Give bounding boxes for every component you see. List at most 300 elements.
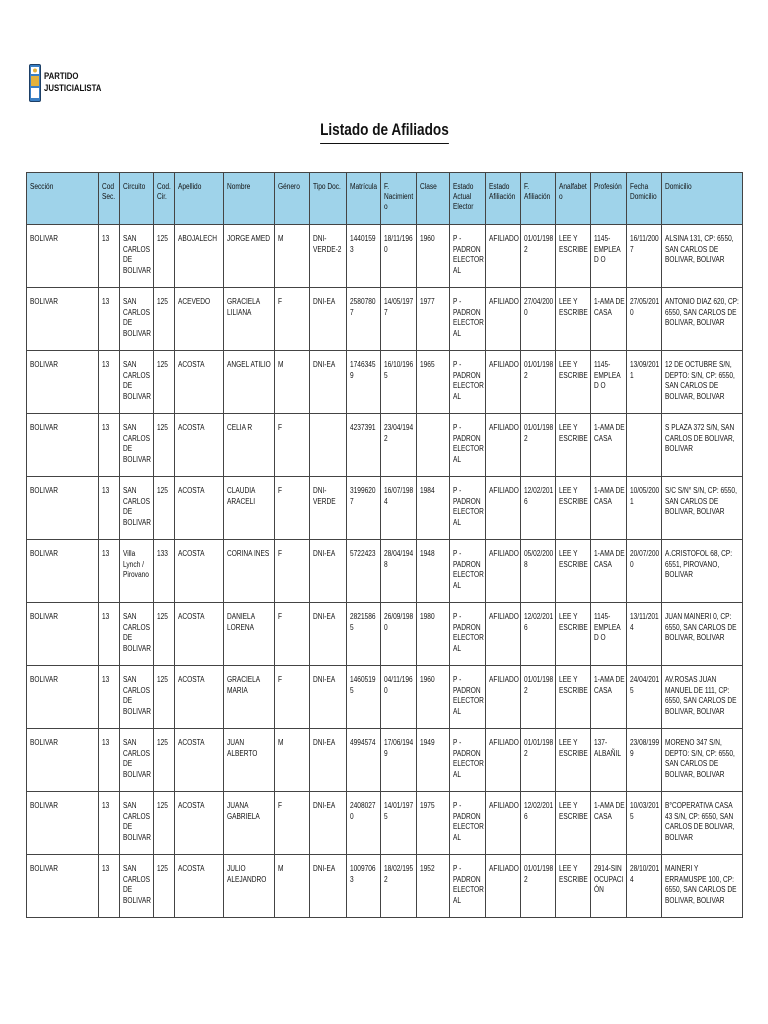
cell-value: 4237391 xyxy=(350,423,376,432)
cell-value: 1145-EMPLEAD O xyxy=(594,234,621,264)
table-cell xyxy=(627,792,662,855)
cell-value: 125 xyxy=(157,864,168,873)
table-cell xyxy=(591,288,627,351)
cell-value: 125 xyxy=(157,360,168,369)
cell-value: BOLIVAR xyxy=(30,549,58,558)
table-cell xyxy=(175,351,224,414)
table-cell xyxy=(275,477,310,540)
table-cell xyxy=(591,414,627,477)
table-cell xyxy=(450,792,486,855)
table-cell xyxy=(486,414,521,477)
table-cell xyxy=(381,540,417,603)
cell-value: SAN CARLOS DE BOLIVAR xyxy=(123,801,151,842)
table-cell xyxy=(224,666,275,729)
table-cell xyxy=(662,225,743,288)
column-header xyxy=(591,173,627,225)
table-cell xyxy=(521,477,556,540)
cell-value: LEE Y ESCRIBE xyxy=(559,549,588,569)
cell-value: GRACIELA LILIANA xyxy=(227,297,260,317)
table-cell xyxy=(175,603,224,666)
table-cell xyxy=(347,666,381,729)
cell-value: 1948 xyxy=(420,549,435,558)
cell-value: M xyxy=(278,360,284,369)
party-name-line1: PARTIDO xyxy=(44,71,79,82)
page-title-wrapper xyxy=(0,120,768,144)
table-cell xyxy=(521,351,556,414)
table-cell xyxy=(627,666,662,729)
table-cell xyxy=(27,540,99,603)
cell-value: ACOSTA xyxy=(178,423,205,432)
table-cell xyxy=(486,729,521,792)
table-row xyxy=(27,288,743,351)
table-cell xyxy=(627,540,662,603)
table-cell xyxy=(556,225,591,288)
table-cell xyxy=(99,477,120,540)
column-header-label: Profesión xyxy=(594,182,622,191)
table-cell xyxy=(486,225,521,288)
column-header xyxy=(521,173,556,225)
cell-value: 1952 xyxy=(420,864,435,873)
table-cell xyxy=(381,477,417,540)
table-cell xyxy=(662,855,743,918)
table-cell xyxy=(310,603,347,666)
table-cell xyxy=(662,351,743,414)
table-cell xyxy=(154,729,175,792)
table-cell xyxy=(27,288,99,351)
column-header xyxy=(627,173,662,225)
cell-value: 13 xyxy=(102,738,110,747)
cell-value: SAN CARLOS DE BOLIVAR xyxy=(123,486,151,527)
cell-value: 01/01/1982 xyxy=(524,234,554,254)
table-cell xyxy=(310,288,347,351)
column-header xyxy=(175,173,224,225)
table-cell xyxy=(175,225,224,288)
party-shield-icon xyxy=(29,64,41,102)
cell-value: 28/04/1948 xyxy=(384,549,414,569)
table-cell xyxy=(486,792,521,855)
table-cell xyxy=(381,729,417,792)
column-header xyxy=(662,173,743,225)
column-header-label: F. Afiliación xyxy=(524,182,551,201)
cell-value: 1949 xyxy=(420,738,435,747)
cell-value: BOLIVAR xyxy=(30,738,58,747)
table-cell xyxy=(99,351,120,414)
cell-value: DNI-EA xyxy=(313,549,336,558)
cell-value: AFILIADO xyxy=(489,297,519,306)
cell-value: 133 xyxy=(157,549,168,558)
table-cell xyxy=(99,855,120,918)
table-cell xyxy=(99,288,120,351)
cell-value: 26/09/1980 xyxy=(384,612,414,632)
table-cell xyxy=(627,288,662,351)
table-cell xyxy=(556,729,591,792)
table-cell xyxy=(662,288,743,351)
table-cell xyxy=(120,351,154,414)
cell-value: DNI-EA xyxy=(313,612,336,621)
cell-value: DNI-VERDE-2 xyxy=(313,234,342,254)
table-cell xyxy=(175,477,224,540)
cell-value: JUAN MAINERI 0, CP: 6550, SAN CARLOS DE BOLIVAR, BOLIVAR xyxy=(665,612,737,642)
table-cell xyxy=(27,477,99,540)
table-cell xyxy=(154,414,175,477)
cell-value: 24/04/2015 xyxy=(630,675,660,695)
cell-value: 13 xyxy=(102,297,110,306)
cell-value: ACOSTA xyxy=(178,738,205,747)
column-header xyxy=(450,173,486,225)
table-cell xyxy=(120,666,154,729)
cell-value: 24080270 xyxy=(350,801,376,821)
cell-value: 12 DE OCTUBRE S/N, DEPTO: S/N, CP: 6550, SAN CARLOS DE BOLIVAR, BOLIVAR xyxy=(665,360,735,401)
table-cell xyxy=(27,666,99,729)
table-cell xyxy=(591,351,627,414)
table-cell xyxy=(27,792,99,855)
cell-value: 04/11/1960 xyxy=(384,675,413,695)
cell-value: ANGEL ATILIO xyxy=(227,360,271,369)
table-cell xyxy=(486,855,521,918)
table-cell xyxy=(662,729,743,792)
cell-value: F xyxy=(278,297,283,306)
cell-value: 5722423 xyxy=(350,549,376,558)
cell-value: M xyxy=(278,864,284,873)
party-logo xyxy=(29,64,114,102)
table-cell xyxy=(381,855,417,918)
table-cell xyxy=(591,855,627,918)
cell-value: 13 xyxy=(102,549,110,558)
column-header xyxy=(27,173,99,225)
table-body xyxy=(27,225,743,918)
cell-value: DNI-EA xyxy=(313,360,336,369)
cell-value: F xyxy=(278,549,283,558)
cell-value: 13 xyxy=(102,612,110,621)
table-cell xyxy=(224,414,275,477)
table-cell xyxy=(521,603,556,666)
cell-value: 1980 xyxy=(420,612,435,621)
cell-value: DNI-EA xyxy=(313,864,336,873)
cell-value: LEE Y ESCRIBE xyxy=(559,738,588,758)
table-cell xyxy=(347,225,381,288)
cell-value: SAN CARLOS DE BOLIVAR xyxy=(123,612,151,653)
cell-value: 1984 xyxy=(420,486,435,495)
table-row xyxy=(27,351,743,414)
cell-value: 125 xyxy=(157,486,168,495)
column-header xyxy=(310,173,347,225)
table-cell xyxy=(154,855,175,918)
table-cell xyxy=(662,603,743,666)
table-cell xyxy=(450,351,486,414)
table-cell xyxy=(175,792,224,855)
table-cell xyxy=(275,351,310,414)
cell-value: 05/02/2008 xyxy=(524,549,554,569)
table-cell xyxy=(275,603,310,666)
table-row xyxy=(27,792,743,855)
column-header-label: Clase xyxy=(420,182,437,191)
table-cell xyxy=(120,540,154,603)
table-cell xyxy=(556,666,591,729)
table-cell xyxy=(347,603,381,666)
table-row xyxy=(27,477,743,540)
column-header-label: Domicilio xyxy=(665,182,692,191)
cell-value: 01/01/1982 xyxy=(524,738,554,758)
cell-value: SAN CARLOS DE BOLIVAR xyxy=(123,864,151,905)
table-cell xyxy=(27,414,99,477)
cell-value: 10097063 xyxy=(350,864,376,884)
table-cell xyxy=(521,288,556,351)
table-cell xyxy=(120,225,154,288)
table-cell xyxy=(224,288,275,351)
table-cell xyxy=(99,225,120,288)
cell-value: 25807807 xyxy=(350,297,376,317)
cell-value: 27/05/2010 xyxy=(630,297,660,317)
cell-value: P - PADRON ELECTOR AL xyxy=(453,360,484,401)
cell-value: 01/01/1982 xyxy=(524,423,554,443)
table-cell xyxy=(154,288,175,351)
cell-value: 27/04/2000 xyxy=(524,297,554,317)
table-cell xyxy=(417,603,450,666)
cell-value: 14/05/1977 xyxy=(384,297,414,317)
table-cell xyxy=(417,477,450,540)
table-cell xyxy=(347,540,381,603)
table-cell xyxy=(120,792,154,855)
cell-value: 1-AMA DE CASA xyxy=(594,675,625,695)
table-cell xyxy=(310,792,347,855)
table-cell xyxy=(591,792,627,855)
cell-value: P - PADRON ELECTOR AL xyxy=(453,423,484,464)
table-cell xyxy=(486,666,521,729)
cell-value: 125 xyxy=(157,297,168,306)
cell-value: AFILIADO xyxy=(489,675,519,684)
table-cell xyxy=(154,603,175,666)
cell-value: ACOSTA xyxy=(178,864,205,873)
cell-value: JULIO ALEJANDRO xyxy=(227,864,267,884)
cell-value: 137-ALBAÑIL xyxy=(594,738,621,758)
table-cell xyxy=(175,666,224,729)
table-cell xyxy=(175,855,224,918)
table-cell xyxy=(120,603,154,666)
table-row xyxy=(27,225,743,288)
cell-value: 1965 xyxy=(420,360,435,369)
table-cell xyxy=(591,666,627,729)
table-cell xyxy=(175,729,224,792)
cell-value: AV.ROSAS JUAN MANUEL DE 111, CP: 6550, SAN CARLOS DE BOLIVAR, BOLIVAR xyxy=(665,675,737,716)
cell-value: JUANA GABRIELA xyxy=(227,801,260,821)
cell-value: AFILIADO xyxy=(489,738,519,747)
table-cell xyxy=(591,225,627,288)
cell-value: SAN CARLOS DE BOLIVAR xyxy=(123,738,151,779)
table-cell xyxy=(627,351,662,414)
table-cell xyxy=(347,855,381,918)
table-cell xyxy=(120,477,154,540)
cell-value: P - PADRON ELECTOR AL xyxy=(453,549,484,590)
cell-value: DNI-EA xyxy=(313,675,336,684)
column-header-label: Analfabeto xyxy=(559,182,587,201)
table-cell xyxy=(27,225,99,288)
cell-value: CELIA R xyxy=(227,423,253,432)
table-cell xyxy=(627,225,662,288)
table-cell xyxy=(662,666,743,729)
cell-value: AFILIADO xyxy=(489,423,519,432)
cell-value: SAN CARLOS DE BOLIVAR xyxy=(123,297,151,338)
table-cell xyxy=(417,414,450,477)
table-cell xyxy=(521,729,556,792)
table-cell xyxy=(521,540,556,603)
table-cell xyxy=(224,855,275,918)
cell-value: BOLIVAR xyxy=(30,612,58,621)
column-header xyxy=(275,173,310,225)
column-header-label: Estado Actual Elector xyxy=(453,182,474,211)
cell-value: AFILIADO xyxy=(489,801,519,810)
cell-value: 10/03/2015 xyxy=(630,801,660,821)
cell-value: AFILIADO xyxy=(489,864,519,873)
table-cell xyxy=(486,477,521,540)
cell-value: 01/01/1982 xyxy=(524,864,554,884)
cell-value: 1-AMA DE CASA xyxy=(594,549,625,569)
table-cell xyxy=(175,414,224,477)
cell-value: LEE Y ESCRIBE xyxy=(559,675,588,695)
table-header xyxy=(27,173,743,225)
table-cell xyxy=(27,855,99,918)
table-cell xyxy=(450,666,486,729)
cell-value: 01/01/1982 xyxy=(524,360,554,380)
column-header-label: Apellido xyxy=(178,182,202,191)
cell-value: SAN CARLOS DE BOLIVAR xyxy=(123,234,151,275)
cell-value: LEE Y ESCRIBE xyxy=(559,864,588,884)
cell-value: CORINA INES xyxy=(227,549,270,558)
table-cell xyxy=(662,792,743,855)
table-cell xyxy=(310,855,347,918)
table-cell xyxy=(417,540,450,603)
table-cell xyxy=(224,351,275,414)
cell-value: P - PADRON ELECTOR AL xyxy=(453,297,484,338)
cell-value: 1-AMA DE CASA xyxy=(594,297,625,317)
table-cell xyxy=(347,792,381,855)
column-header xyxy=(417,173,450,225)
cell-value: BOLIVAR xyxy=(30,423,58,432)
table-cell xyxy=(556,603,591,666)
table-cell xyxy=(310,351,347,414)
table-cell xyxy=(662,540,743,603)
table-cell xyxy=(591,477,627,540)
cell-value: 17463459 xyxy=(350,360,376,380)
cell-value: M xyxy=(278,234,284,243)
cell-value: 16/11/2007 xyxy=(630,234,659,254)
table-row xyxy=(27,729,743,792)
cell-value: JORGE AMED xyxy=(227,234,271,243)
column-header xyxy=(381,173,417,225)
cell-value: 2914-SIN OCUPACI ÓN xyxy=(594,864,624,894)
cell-value: 1-AMA DE CASA xyxy=(594,801,625,821)
column-header-label: Circuito xyxy=(123,182,146,191)
cell-value: BOLIVAR xyxy=(30,234,58,243)
table-cell xyxy=(450,855,486,918)
cell-value: 125 xyxy=(157,801,168,810)
cell-value: GRACIELA MARIA xyxy=(227,675,260,695)
table-cell xyxy=(627,603,662,666)
table-cell xyxy=(224,477,275,540)
cell-value: ANTONIO DIAZ 620, CP: 6550, SAN CARLOS DE BOLIVAR, BOLIVAR xyxy=(665,297,739,327)
cell-value: 1-AMA DE CASA xyxy=(594,486,625,506)
cell-value: F xyxy=(278,612,283,621)
table-row xyxy=(27,855,743,918)
table-cell xyxy=(450,414,486,477)
cell-value: 16/07/1984 xyxy=(384,486,414,506)
table-cell xyxy=(556,288,591,351)
cell-value: DANIELA LORENA xyxy=(227,612,255,632)
table-cell xyxy=(381,351,417,414)
cell-value: BOLIVAR xyxy=(30,864,58,873)
cell-value: 01/01/1982 xyxy=(524,675,554,695)
cell-value: MORENO 347 S/N, DEPTO: S/N, CP: 6550, SAN CARLOS DE BOLIVAR, BOLIVAR xyxy=(665,738,735,779)
cell-value: DNI-VERDE xyxy=(313,486,336,506)
table-cell xyxy=(275,729,310,792)
table-cell xyxy=(275,540,310,603)
table-cell xyxy=(417,288,450,351)
cell-value: 13 xyxy=(102,801,110,810)
table-cell xyxy=(627,414,662,477)
cell-value: 125 xyxy=(157,738,168,747)
cell-value: 16/10/1965 xyxy=(384,360,414,380)
cell-value: ABOJALECH xyxy=(178,234,218,243)
cell-value: P - PADRON ELECTOR AL xyxy=(453,801,484,842)
cell-value: F xyxy=(278,675,283,684)
table-cell xyxy=(450,225,486,288)
cell-value: 18/11/1960 xyxy=(384,234,413,254)
cell-value: 14/01/1975 xyxy=(384,801,414,821)
table-cell xyxy=(310,666,347,729)
cell-value: S/C S/N° S/N, CP: 6550, SAN CARLOS DE BOLIVAR, BOLIVAR xyxy=(665,486,737,516)
table-cell xyxy=(99,792,120,855)
party-name-line2: JUSTICIALISTA xyxy=(44,83,102,94)
table-cell xyxy=(381,603,417,666)
cell-value: JUAN ALBERTO xyxy=(227,738,258,758)
table-cell xyxy=(275,414,310,477)
cell-value: F xyxy=(278,486,283,495)
cell-value: BOLIVAR xyxy=(30,486,58,495)
table-cell xyxy=(275,288,310,351)
cell-value: ACOSTA xyxy=(178,612,205,621)
column-header xyxy=(486,173,521,225)
table-cell xyxy=(120,288,154,351)
table-cell xyxy=(275,666,310,729)
cell-value: Villa Lynch / Pirovano xyxy=(123,549,149,579)
table-cell xyxy=(486,603,521,666)
table-cell xyxy=(521,855,556,918)
cell-value: P - PADRON ELECTOR AL xyxy=(453,612,484,653)
table-cell xyxy=(627,729,662,792)
cell-value: SAN CARLOS DE BOLIVAR xyxy=(123,675,151,716)
cell-value: P - PADRON ELECTOR AL xyxy=(453,234,484,275)
cell-value: ACOSTA xyxy=(178,486,205,495)
cell-value: 13 xyxy=(102,360,110,369)
table-cell xyxy=(224,792,275,855)
table-cell xyxy=(154,225,175,288)
cell-value: 1960 xyxy=(420,675,435,684)
table-cell xyxy=(347,351,381,414)
table-cell xyxy=(591,603,627,666)
table-cell xyxy=(275,855,310,918)
cell-value: 23/04/1942 xyxy=(384,423,414,443)
table-cell xyxy=(556,414,591,477)
table-cell xyxy=(275,792,310,855)
cell-value: LEE Y ESCRIBE xyxy=(559,801,588,821)
cell-value: 13 xyxy=(102,864,110,873)
cell-value: SAN CARLOS DE BOLIVAR xyxy=(123,423,151,464)
column-header-label: Estado Afiliación xyxy=(489,182,516,201)
table-cell xyxy=(417,225,450,288)
table-cell xyxy=(450,729,486,792)
cell-value: 17/06/1949 xyxy=(384,738,414,758)
table-cell xyxy=(154,351,175,414)
cell-value: CLAUDIA ARACELI xyxy=(227,486,256,506)
